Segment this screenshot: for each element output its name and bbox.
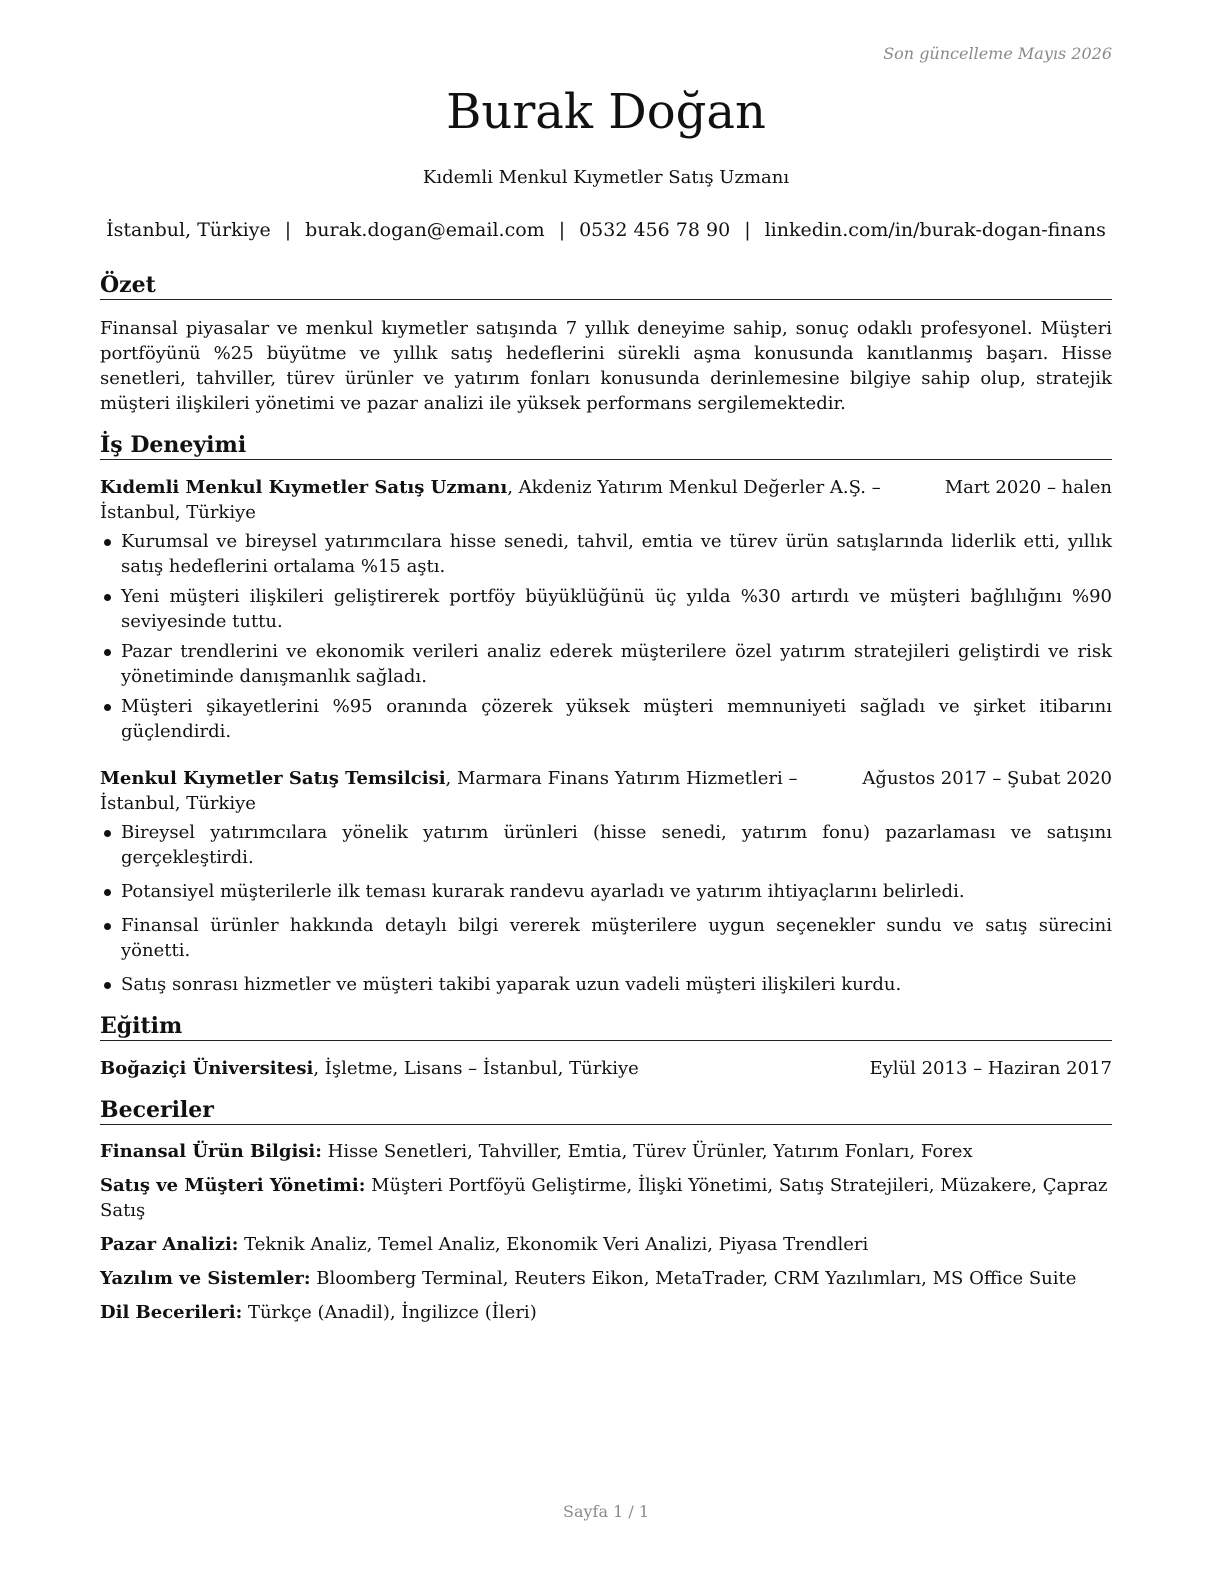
- education-section: [100, 1013, 1112, 1081]
- list-item: Finansal ürünler hakkında detaylı bilgi vererek müşterilere uygun seçenekler sundu ve satış sürecini yönetti.: [100, 913, 1112, 963]
- skill-value: Türkçe (Anadil), İngilizce (İleri): [242, 1302, 537, 1323]
- job-entry: [100, 475, 1112, 744]
- school-name: Boğaziçi Üniversitesi: [100, 1058, 314, 1079]
- last-updated: Son güncelleme Mayıs 2026: [883, 44, 1112, 63]
- list-item: Pazar trendlerini ve ekonomik verileri analiz ederek müşterilere özel yatırım stratejileri geliştirdi ve risk yönetiminde danışmanlık sağladı.: [100, 639, 1112, 689]
- job-role: Menkul Kıymetler Satış Temsilcisi: [100, 768, 446, 789]
- job-headline: Kıdemli Menkul Kıymetler Satış Uzmanı: [422, 167, 790, 188]
- experience-title: İş Deneyimi: [100, 432, 1112, 460]
- contact-linkedin[interactable]: linkedin.com/in/burak-dogan-finans: [764, 219, 1106, 241]
- contact-location: İstanbul, Türkiye: [106, 219, 271, 241]
- job-date: Mart 2020 – halen: [944, 477, 1112, 498]
- list-item: Yeni müşteri ilişkileri geliştirerek portföy büyüklüğünü üç yılda %30 artırdı ve müşteri bağlılığını %90 seviyesinde tuttu.: [100, 584, 1112, 634]
- skill-row: [100, 1173, 1112, 1223]
- job-bullets: [100, 529, 1112, 744]
- skill-label: Pazar Analizi:: [100, 1234, 239, 1255]
- education-detail: , İşletme, Lisans – İstanbul, Türkiye: [313, 1058, 639, 1079]
- experience-section: [100, 432, 1112, 997]
- skill-row: [100, 1139, 1112, 1164]
- skill-row: [100, 1266, 1112, 1291]
- job-date: Ağustos 2017 – Şubat 2020: [862, 768, 1112, 789]
- education-line: [100, 1056, 869, 1081]
- education-title: Eğitim: [100, 1013, 1112, 1041]
- summary-title: Özet: [100, 272, 1112, 300]
- job-bullets: [100, 820, 1112, 997]
- skill-row: [100, 1300, 1112, 1325]
- contact-phone[interactable]: 0532 456 78 90: [579, 219, 731, 241]
- list-item: Kurumsal ve bireysel yatırımcılara hisse senedi, tahvil, emtia ve türev ürün satışlarında liderlik etti, yıllık satış hedeflerini ortalama %15 aştı.: [100, 529, 1112, 579]
- skill-row: [100, 1232, 1112, 1257]
- skill-label: Dil Becerileri:: [100, 1302, 243, 1323]
- list-item: Satış sonrası hizmetler ve müşteri takibi yaparak uzun vadeli müşteri ilişkileri kurdu.: [100, 972, 1112, 997]
- job-header: [100, 475, 1112, 525]
- page-number: Sayfa 1 / 1: [562, 1502, 649, 1521]
- education-entry: [100, 1056, 1112, 1081]
- contact-email[interactable]: burak.dogan@email.com: [305, 219, 545, 241]
- skill-label: Finansal Ürün Bilgisi:: [100, 1141, 322, 1162]
- job-role: Kıdemli Menkul Kıymetler Satış Uzmanı: [100, 477, 508, 498]
- job-title-line: [100, 766, 862, 816]
- skills-title: Beceriler: [100, 1097, 1112, 1125]
- list-item: Bireysel yatırımcılara yönelik yatırım ürünleri (hisse senedi, yatırım fonu) pazarlaması ve satışını gerçekleştirdi.: [100, 820, 1112, 870]
- list-item: Müşteri şikayetlerini %95 oranında çözerek yüksek müşteri memnuniyeti sağladı ve şirket itibarını güçlendirdi.: [100, 694, 1112, 744]
- summary-section: [100, 272, 1112, 416]
- skill-value: Müşteri Portföyü Geliştirme, İlişki Yönetimi, Satış Stratejileri, Müzakere, Çapraz Satış: [100, 1175, 1108, 1221]
- skill-value: Bloomberg Terminal, Reuters Eikon, MetaTrader, CRM Yazılımları, MS Office Suite: [310, 1268, 1077, 1289]
- separator: |: [744, 219, 751, 241]
- education-date: Eylül 2013 – Haziran 2017: [869, 1058, 1112, 1079]
- job-header: [100, 766, 1112, 816]
- separator: |: [558, 219, 566, 241]
- skill-value: Hisse Senetleri, Tahviller, Emtia, Türev Ürünler, Yatırım Fonları, Forex: [321, 1141, 973, 1162]
- summary-text: Finansal piyasalar ve menkul kıymetler satışında 7 yıllık deneyime sahip, sonuç odaklı profesyonel. Müşteri portföyünü %25 büyütme ve yıllık satış hedeflerini sürekli aşma konusunda kanıtlanmış başarı. Hisse senetleri, tahviller, türev ürünler ve yatırım fonları konusunda derinlemesine bilgiye sahip olup, stratejik müşteri ilişkileri yönetimi ve pazar analizi ile yüksek performans sergilemektedir.: [100, 318, 1112, 414]
- resume-content: [100, 272, 1112, 1325]
- skill-label: Satış ve Müşteri Yönetimi:: [100, 1175, 366, 1196]
- job-entry: [100, 766, 1112, 997]
- job-company: , Marmara Finans Yatırım Hizmetleri – İstanbul, Türkiye: [100, 768, 798, 814]
- skills-list: [100, 1139, 1112, 1325]
- skills-section: [100, 1097, 1112, 1325]
- skill-label: Yazılım ve Sistemler:: [100, 1268, 311, 1289]
- skill-value: Teknik Analiz, Temel Analiz, Ekonomik Veri Analizi, Piyasa Trendleri: [238, 1234, 869, 1255]
- list-item: Potansiyel müşterilerle ilk teması kurarak randevu ayarladı ve yatırım ihtiyaçlarını belirledi.: [100, 879, 1112, 904]
- job-company: , Akdeniz Yatırım Menkul Değerler A.Ş. – İstanbul, Türkiye: [100, 477, 881, 523]
- contact-line: [100, 219, 1112, 241]
- separator: |: [284, 219, 292, 241]
- person-name: Burak Doğan: [446, 84, 766, 140]
- job-title-line: [100, 475, 945, 525]
